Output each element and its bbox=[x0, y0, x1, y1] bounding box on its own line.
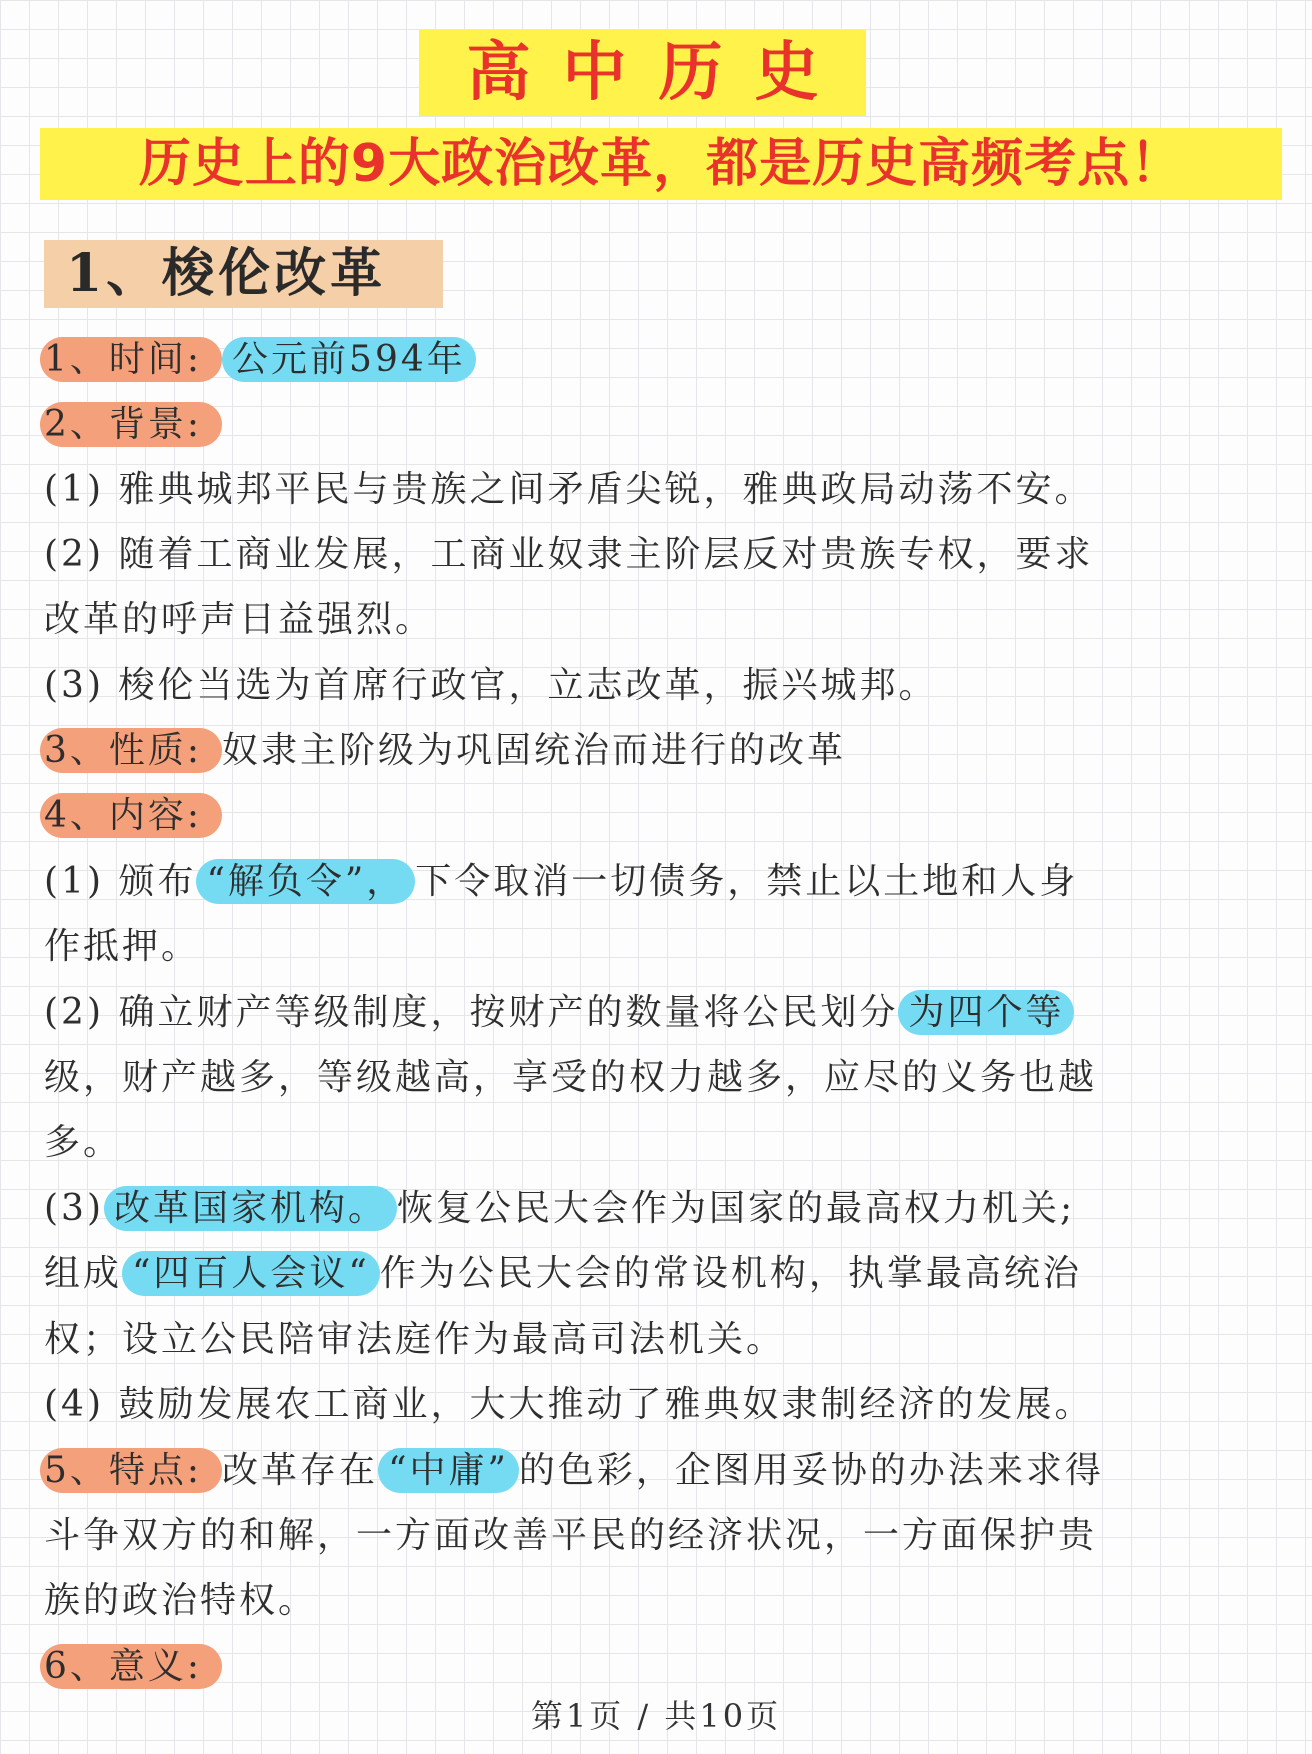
page-subtitle: 历史上的9大政治改革，都是历史高频考点！ bbox=[40, 128, 1282, 200]
background-label: 2、背景: bbox=[40, 402, 222, 447]
content-item-3b-pre: 组成 bbox=[44, 1253, 123, 1294]
page-title: 高中历史 bbox=[419, 30, 866, 116]
content-item-1-post: 下令取消一切债务，禁止以土地和人身 bbox=[415, 861, 1079, 902]
feature-cont: 斗争双方的和解，一方面改善平民的经济状况，一方面保护贵 bbox=[44, 1515, 1098, 1556]
background-item-2: (2) 随着工商业发展，工商业奴隶主阶层反对贵族专权，要求 bbox=[44, 534, 1094, 575]
page-indicator: 第1页 / 共10页 bbox=[530, 1697, 782, 1735]
content-item-3-end: 权；设立公民陪审法庭作为最高司法机关。 bbox=[44, 1319, 786, 1360]
content-item-2-end: 多。 bbox=[44, 1122, 123, 1163]
feature-highlight: “中庸” bbox=[378, 1448, 519, 1493]
nature-text: 奴隶主阶级为巩固统治而进行的改革 bbox=[222, 730, 847, 771]
content-item-1 bbox=[44, 855, 1078, 909]
content-item-1-highlight: “解负令”， bbox=[196, 859, 415, 904]
content-label: 4、内容: bbox=[40, 793, 222, 838]
background-item-3: (3) 梭伦当选为首席行政官，立志改革，振兴城邦。 bbox=[44, 665, 938, 706]
content-item-4: (4) 鼓励发展农工商业，大大推动了雅典奴隶制经济的发展。 bbox=[44, 1384, 1094, 1425]
content-item-2-highlight: 为四个等 bbox=[898, 990, 1074, 1035]
nature-line bbox=[44, 724, 846, 778]
time-line bbox=[44, 333, 476, 387]
content-item-3-cont bbox=[44, 1247, 1082, 1301]
content-item-3-highlight: 改革国家机构。 bbox=[104, 1186, 397, 1231]
content-item-2-pre: (2) 确立财产等级制度，按财产的数量将公民划分 bbox=[44, 992, 899, 1033]
content-item-3b-post: 作为公民大会的常设机构，执掌最高统治 bbox=[379, 1253, 1082, 1294]
significance-line bbox=[44, 1640, 222, 1694]
content-item-1-cont: 作抵押。 bbox=[44, 926, 201, 967]
feature-end: 族的政治特权。 bbox=[44, 1580, 318, 1621]
content-item-3-pre: (3) bbox=[44, 1188, 104, 1229]
background-item-1: (1) 雅典城邦平民与贵族之间矛盾尖锐，雅典政局动荡不安。 bbox=[44, 469, 1094, 510]
content-item-2-cont: 级，财产越多，等级越高，享受的权力越多，应尽的义务也越 bbox=[44, 1057, 1098, 1098]
content-item-1-pre: (1) 颁布 bbox=[44, 861, 197, 902]
time-label: 1、时间: bbox=[40, 337, 222, 382]
nature-label: 3、性质: bbox=[40, 728, 222, 773]
background-item-2-cont: 改革的呼声日益强烈。 bbox=[44, 599, 435, 640]
feature-label: 5、特点: bbox=[40, 1448, 222, 1493]
feature-post: 的色彩，企图用妥协的办法来求得 bbox=[518, 1450, 1104, 1491]
content-item-3 bbox=[44, 1182, 1075, 1236]
feature-pre: 改革存在 bbox=[222, 1450, 379, 1491]
feature-line bbox=[44, 1444, 1104, 1498]
content-item-3-post: 恢复公民大会作为国家的最高权力机关; bbox=[397, 1188, 1076, 1229]
content-item-3b-highlight: “四百人会议“ bbox=[122, 1251, 380, 1296]
background-line bbox=[44, 398, 222, 452]
time-value: 公元前594年 bbox=[222, 337, 476, 382]
section-heading: 1、梭伦改革 bbox=[44, 240, 443, 308]
content-item-2 bbox=[44, 986, 1074, 1040]
content-line bbox=[44, 789, 222, 843]
significance-label: 6、意义: bbox=[40, 1644, 222, 1689]
